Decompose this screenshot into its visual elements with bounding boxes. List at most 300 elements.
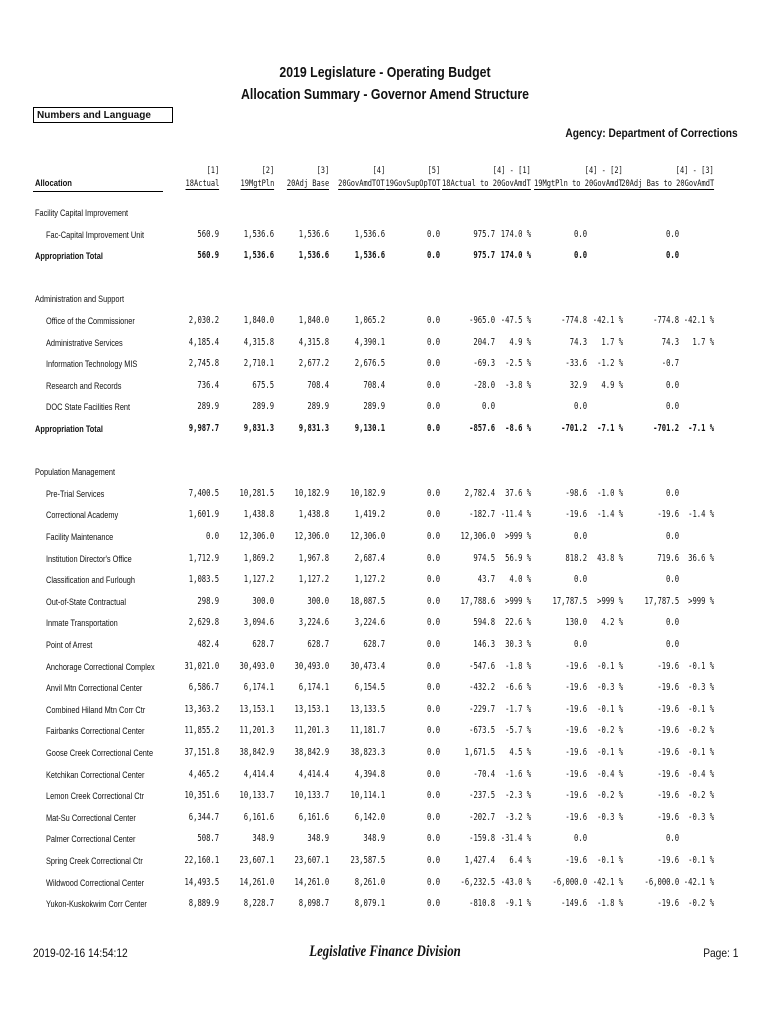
allocation-label: Anvil Mtn Correctional Center	[46, 683, 143, 694]
cell-value: 3,224.6	[354, 617, 385, 629]
cell-value: 30,493.0	[294, 660, 329, 672]
table-row	[0, 380, 770, 394]
table-row	[0, 769, 770, 783]
cell-value: 10,114.1	[350, 790, 385, 802]
table-row	[0, 488, 770, 502]
cell-value: -0.1 %	[687, 855, 714, 866]
cell-value: -33.6	[565, 358, 587, 370]
cell-value: 1,967.8	[298, 552, 329, 564]
cell-value: 348.9	[252, 833, 274, 845]
cell-value: 12,306.0	[294, 531, 329, 542]
cell-value: -19.6	[565, 855, 587, 866]
cell-value: -229.7	[468, 703, 495, 715]
cell-value: 0.0	[665, 833, 679, 845]
cell-value: -237.5	[468, 790, 495, 802]
cell-value: 0.0	[426, 725, 440, 737]
cell-value: -69.3	[473, 358, 495, 370]
cell-value: 0.0	[573, 574, 587, 586]
cell-value: -1.8 %	[504, 660, 531, 672]
cell-value: -7.1 %	[687, 423, 714, 434]
cell-value: 289.9	[307, 401, 329, 413]
cell-value: 1,536.6	[354, 250, 385, 262]
table-row	[0, 725, 770, 739]
cell-value: -11.4 %	[500, 509, 531, 521]
cell-value: 38,823.3	[350, 747, 385, 758]
cell-value: 13,153.1	[294, 703, 329, 715]
cell-value: 1,712.9	[188, 552, 219, 564]
cell-value: 17,788.6	[460, 595, 495, 607]
cell-value: -19.6	[657, 682, 679, 694]
cell-value: 30,493.0	[239, 660, 274, 672]
column-label-text: 20GovAmdTOT	[338, 179, 385, 189]
cell-value: 2,676.5	[354, 358, 385, 370]
cell-value: -9.1 %	[504, 898, 531, 910]
cell-value: -19.6	[657, 768, 679, 780]
table-row	[0, 790, 770, 804]
cell-value: 2,782.4	[464, 487, 495, 499]
cell-value: 2,677.2	[298, 358, 329, 370]
cell-value: >999 %	[596, 595, 623, 607]
cell-value: 289.9	[197, 401, 219, 413]
cell-value: -2.5 %	[504, 358, 531, 370]
cell-value: 482.4	[197, 639, 219, 650]
cell-value: 0.0	[665, 379, 679, 391]
cell-value: 23,607.1	[294, 855, 329, 866]
cell-value: 10,182.9	[350, 487, 385, 499]
cell-value: 1,536.6	[298, 228, 329, 240]
section-label: Facility Capital Improvement	[35, 208, 129, 218]
cell-value: -3.8 %	[504, 379, 531, 391]
cell-value: 14,261.0	[239, 876, 274, 888]
cell-value: 1,427.4	[464, 855, 495, 866]
cell-value: 0.0	[426, 855, 440, 866]
page-title: 2019 Legislature - Operating Budget	[279, 64, 491, 81]
cell-value: 348.9	[363, 833, 385, 845]
cell-value: 0.0	[665, 487, 679, 499]
cell-value: 4.5 %	[509, 747, 531, 758]
cell-value: 3,224.6	[298, 617, 329, 629]
cell-value: -6,232.5	[460, 876, 495, 888]
cell-value: 9,831.3	[243, 423, 274, 434]
cell-value: -42.1 %	[683, 876, 714, 888]
cell-value: -701.2	[560, 423, 587, 434]
cell-value: 1,065.2	[354, 315, 385, 326]
cell-value: -8.6 %	[504, 423, 531, 434]
cell-value: 8,261.0	[354, 876, 385, 888]
table-row	[0, 898, 770, 912]
cell-value: 2,629.8	[188, 617, 219, 629]
allocation-label: Goose Creek Correctional Cente	[46, 748, 154, 758]
cell-value: 4,414.4	[243, 768, 274, 780]
allocation-label: Fac-Capital Improvement Unit	[46, 229, 145, 240]
cell-value: 4,390.1	[354, 336, 385, 348]
cell-value: 6,174.1	[243, 682, 274, 694]
cell-value: -19.6	[657, 811, 679, 823]
allocation-label: Yukon-Kuskokwim Corr Center	[46, 899, 147, 910]
cell-value: 13,153.1	[239, 703, 274, 715]
cell-value: 14,261.0	[294, 876, 329, 888]
cell-value: -19.6	[657, 725, 679, 737]
cell-value: 37.6 %	[504, 487, 531, 499]
cell-value: 289.9	[252, 401, 274, 413]
cell-value: 7,400.5	[188, 487, 219, 499]
column-label-6	[442, 179, 531, 190]
cell-value: 30.3 %	[504, 639, 531, 650]
cell-value: 10,182.9	[294, 487, 329, 499]
column-number-3: [3]	[316, 166, 329, 176]
cell-value: -7.1 %	[596, 423, 623, 434]
cell-value: 708.4	[307, 379, 329, 391]
cell-value: 0.0	[665, 639, 679, 650]
cell-value: 1,127.2	[354, 574, 385, 586]
footer-date: 2019-02-16 14:54:12	[33, 946, 128, 960]
cell-value: 56.9 %	[504, 552, 531, 564]
cell-value: 10,281.5	[239, 487, 274, 499]
cell-value: 4.9 %	[509, 336, 531, 348]
cell-value: 628.7	[363, 639, 385, 650]
table-row	[0, 855, 770, 869]
cell-value: 4,315.8	[298, 336, 329, 348]
cell-value: 0.0	[426, 703, 440, 715]
cell-value: -6,000.0	[552, 876, 587, 888]
cell-value: -0.2 %	[687, 725, 714, 737]
cell-value: 10,351.6	[184, 790, 219, 802]
column-label-8	[621, 179, 714, 190]
cell-value: 4.0 %	[509, 574, 531, 586]
cell-value: -43.0 %	[500, 876, 531, 888]
table-row	[0, 509, 770, 523]
cell-value: -19.6	[565, 790, 587, 802]
cell-value: 17,787.5	[552, 595, 587, 607]
cell-value: 0.0	[426, 228, 440, 240]
cell-value: 8,889.9	[188, 898, 219, 910]
cell-value: 0.0	[665, 228, 679, 240]
cell-value: -19.6	[565, 811, 587, 823]
cell-value: -0.2 %	[596, 725, 623, 737]
cell-value: 0.0	[426, 358, 440, 370]
allocation-label: Correctional Academy	[46, 510, 119, 521]
footer-page-number: Page: 1	[702, 946, 738, 960]
cell-value: 594.8	[473, 617, 495, 629]
cell-value: 508.7	[197, 833, 219, 845]
column-label-text: 19MgtPln to 20GovAmdT	[534, 179, 623, 189]
cell-value: 0.0	[481, 401, 495, 413]
cell-value: 0.0	[665, 574, 679, 586]
cell-value: 6,344.7	[188, 811, 219, 823]
cell-value: 0.0	[573, 833, 587, 845]
cell-value: -19.6	[657, 790, 679, 802]
cell-value: -965.0	[468, 315, 495, 326]
cell-value: 14,493.5	[184, 876, 219, 888]
cell-value: -1.6 %	[504, 768, 531, 780]
allocation-label: Information Technology MIS	[46, 359, 138, 370]
cell-value: -0.1 %	[687, 660, 714, 672]
cell-value: -547.6	[468, 660, 495, 672]
cell-value: -774.8	[560, 315, 587, 326]
cell-value: 0.0	[665, 401, 679, 413]
numbers-language-box: Numbers and Language	[33, 107, 173, 123]
allocation-label: Appropriation Total	[35, 424, 103, 434]
cell-value: 1,127.2	[298, 574, 329, 586]
cell-value: -0.2 %	[687, 790, 714, 802]
cell-value: >999 %	[504, 595, 531, 607]
cell-value: 0.0	[426, 639, 440, 650]
cell-value: 0.0	[426, 833, 440, 845]
cell-value: 6,154.5	[354, 682, 385, 694]
cell-value: -0.7	[661, 358, 679, 370]
cell-value: -19.6	[565, 768, 587, 780]
allocation-label: Anchorage Correctional Complex	[46, 661, 155, 672]
cell-value: 22,160.1	[184, 855, 219, 866]
table-row	[0, 661, 770, 675]
cell-value: 0.0	[573, 250, 587, 262]
cell-value: 708.4	[363, 379, 385, 391]
cell-value: -810.8	[468, 898, 495, 910]
column-label-text: 19MgtPln	[240, 179, 274, 189]
table-row	[0, 401, 770, 415]
cell-value: 0.0	[665, 250, 679, 262]
cell-value: 675.5	[252, 379, 274, 391]
column-label-4	[339, 179, 385, 190]
cell-value: -1.4 %	[596, 509, 623, 521]
cell-value: 6,161.6	[298, 811, 329, 823]
cell-value: 0.0	[426, 574, 440, 586]
cell-value: 628.7	[252, 639, 274, 650]
cell-value: 0.0	[426, 790, 440, 802]
cell-value: 2,745.8	[188, 358, 219, 370]
cell-value: 9,831.3	[298, 423, 329, 434]
allocation-label: Point of Arrest	[46, 640, 93, 650]
allocation-label: Appropriation Total	[35, 251, 103, 262]
cell-value: 74.3	[569, 336, 587, 348]
column-label-5	[385, 179, 440, 190]
cell-value: 38,842.9	[239, 747, 274, 758]
cell-value: 0.0	[426, 423, 440, 434]
cell-value: -19.6	[565, 747, 587, 758]
cell-value: 1.7 %	[692, 336, 714, 348]
cell-value: -19.6	[657, 898, 679, 910]
allocation-label: Lemon Creek Correctional Ctr	[46, 791, 145, 802]
cell-value: 1,438.8	[298, 509, 329, 521]
cell-value: -774.8	[652, 315, 679, 326]
cell-value: 10,133.7	[294, 790, 329, 802]
cell-value: 17,787.5	[644, 595, 679, 607]
cell-value: -1.8 %	[596, 898, 623, 910]
cell-value: 289.9	[363, 401, 385, 413]
column-number-8: [4] - [3]	[675, 166, 714, 176]
cell-value: -0.3 %	[687, 682, 714, 694]
cell-value: -1.4 %	[687, 509, 714, 521]
cell-value: 300.0	[252, 595, 274, 607]
column-label-text: 20Adj Bas to 20GovAmdT	[621, 179, 714, 189]
cell-value: 975.7	[473, 250, 495, 262]
cell-value: -28.0	[473, 379, 495, 391]
allocation-label: Facility Maintenance	[46, 532, 114, 542]
cell-value: -202.7	[468, 811, 495, 823]
section-header-row	[0, 207, 770, 221]
cell-value: -432.2	[468, 682, 495, 694]
section-label: Administration and Support	[35, 294, 125, 305]
cell-value: 31,021.0	[184, 660, 219, 672]
cell-value: 38,842.9	[294, 747, 329, 758]
cell-value: 300.0	[307, 595, 329, 607]
column-label-1	[185, 179, 219, 190]
cell-value: -0.1 %	[596, 703, 623, 715]
cell-value: 0.0	[665, 617, 679, 629]
cell-value: 0.0	[426, 811, 440, 823]
cell-value: 4,465.2	[188, 768, 219, 780]
cell-value: 12,306.0	[350, 531, 385, 542]
allocation-label: DOC State Facilities Rent	[46, 402, 131, 413]
table-row	[0, 229, 770, 243]
allocation-label: Ketchikan Correctional Center	[46, 769, 145, 780]
table-row	[0, 553, 770, 567]
cell-value: 23,587.5	[350, 855, 385, 866]
footer-division: Legislative Finance Division	[309, 943, 461, 960]
cell-value: 6,142.0	[354, 811, 385, 823]
cell-value: 0.0	[573, 531, 587, 542]
cell-value: -673.5	[468, 725, 495, 737]
cell-value: 18,087.5	[350, 595, 385, 607]
table-row	[0, 833, 770, 847]
cell-value: 204.7	[473, 336, 495, 348]
cell-value: 0.0	[426, 250, 440, 262]
cell-value: 4.9 %	[601, 379, 623, 391]
cell-value: -31.4 %	[500, 833, 531, 845]
allocation-label: Classification and Furlough	[46, 575, 136, 586]
cell-value: -1.0 %	[596, 487, 623, 499]
cell-value: 13,133.5	[350, 703, 385, 715]
cell-value: 32.9	[569, 379, 587, 391]
cell-value: 1,536.6	[243, 250, 274, 262]
cell-value: -5.7 %	[504, 725, 531, 737]
cell-value: 0.0	[426, 595, 440, 607]
column-number-5: [5]	[427, 166, 440, 176]
cell-value: 0.0	[426, 660, 440, 672]
cell-value: 736.4	[197, 379, 219, 391]
cell-value: -2.3 %	[504, 790, 531, 802]
allocation-label: Combined Hiland Mtn Corr Ctr	[46, 704, 146, 715]
cell-value: >999 %	[504, 531, 531, 542]
cell-value: 146.3	[473, 639, 495, 650]
cell-value: 2,710.1	[243, 358, 274, 370]
cell-value: -0.4 %	[596, 768, 623, 780]
cell-value: 43.8 %	[596, 552, 623, 564]
cell-value: 0.0	[573, 639, 587, 650]
cell-value: -42.1 %	[592, 315, 623, 326]
cell-value: 9,130.1	[354, 423, 385, 434]
cell-value: -0.2 %	[687, 898, 714, 910]
cell-value: 0.0	[426, 379, 440, 391]
allocation-label: Inmate Transportation	[46, 618, 118, 629]
column-label-2	[240, 179, 274, 190]
cell-value: 348.9	[307, 833, 329, 845]
cell-value: 0.0	[426, 617, 440, 629]
cell-value: 4.2 %	[601, 617, 623, 629]
cell-value: 0.0	[426, 336, 440, 348]
table-row	[0, 617, 770, 631]
cell-value: -42.1 %	[592, 876, 623, 888]
cell-value: 11,201.3	[294, 725, 329, 737]
cell-value: 0.0	[426, 509, 440, 521]
cell-value: 8,098.7	[298, 898, 329, 910]
cell-value: 10,133.7	[239, 790, 274, 802]
cell-value: 30,473.4	[350, 660, 385, 672]
cell-value: 975.7	[473, 228, 495, 240]
page-subtitle: Allocation Summary - Governor Amend Structure	[241, 86, 529, 103]
cell-value: -0.4 %	[687, 768, 714, 780]
cell-value: 6,161.6	[243, 811, 274, 823]
cell-value: -98.6	[565, 487, 587, 499]
cell-value: -0.1 %	[596, 660, 623, 672]
appropriation-total-row	[0, 250, 770, 264]
cell-value: 0.0	[426, 401, 440, 413]
cell-value: -19.6	[565, 660, 587, 672]
cell-value: 0.0	[426, 487, 440, 499]
cell-value: -0.1 %	[596, 855, 623, 866]
section-label: Population Management	[35, 467, 116, 478]
cell-value: 628.7	[307, 639, 329, 650]
table-row	[0, 747, 770, 761]
cell-value: -701.2	[652, 423, 679, 434]
column-number-7: [4] - [2]	[584, 166, 623, 176]
cell-value: -159.8	[468, 833, 495, 845]
cell-value: 1,601.9	[188, 509, 219, 521]
cell-value: -149.6	[560, 898, 587, 910]
cell-value: -0.1 %	[687, 747, 714, 758]
table-row	[0, 337, 770, 351]
cell-value: 0.0	[426, 876, 440, 888]
column-number-4: [4]	[372, 166, 385, 176]
cell-value: -19.6	[657, 660, 679, 672]
cell-value: 8,228.7	[243, 898, 274, 910]
allocation-label: Wildwood Correctional Center	[46, 877, 145, 888]
cell-value: -19.6	[657, 703, 679, 715]
cell-value: 818.2	[565, 552, 587, 564]
cell-value: -0.3 %	[596, 682, 623, 694]
cell-value: -182.7	[468, 509, 495, 521]
cell-value: -6,000.0	[644, 876, 679, 888]
table-row	[0, 315, 770, 329]
cell-value: 37,151.8	[184, 747, 219, 758]
table-row	[0, 877, 770, 891]
cell-value: -1.2 %	[596, 358, 623, 370]
cell-value: 0.0	[665, 531, 679, 542]
cell-value: 0.0	[573, 228, 587, 240]
appropriation-total-row	[0, 423, 770, 437]
allocation-underline	[33, 191, 163, 192]
cell-value: 560.9	[197, 250, 219, 262]
cell-value: 1,671.5	[464, 747, 495, 758]
cell-value: 0.0	[426, 747, 440, 758]
cell-value: 4,414.4	[298, 768, 329, 780]
allocation-label: Administrative Services	[46, 337, 123, 348]
cell-value: 1,083.5	[188, 574, 219, 586]
column-number-2: [2]	[261, 166, 274, 176]
cell-value: 0.0	[426, 898, 440, 910]
cell-value: 8,079.1	[354, 898, 385, 910]
cell-value: 2,687.4	[354, 552, 385, 564]
column-label-text: 18Actual to 20GovAmdT	[442, 179, 531, 189]
cell-value: 719.6	[657, 552, 679, 564]
cell-value: 11,201.3	[239, 725, 274, 737]
cell-value: 0.0	[426, 315, 440, 326]
cell-value: -3.2 %	[504, 811, 531, 823]
cell-value: 1,840.0	[243, 315, 274, 326]
table-row	[0, 682, 770, 696]
cell-value: 0.0	[426, 682, 440, 694]
column-label-text: 18Actual	[185, 179, 219, 189]
